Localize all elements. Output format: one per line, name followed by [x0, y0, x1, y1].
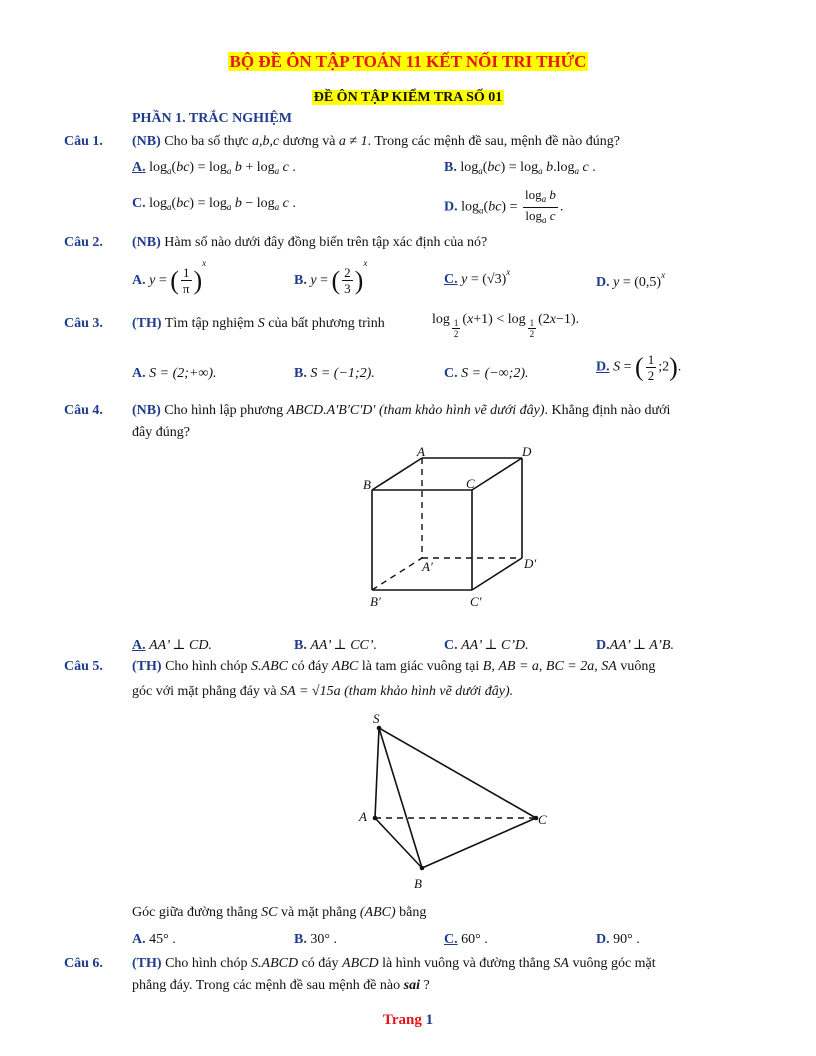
question-3: Câu 3.: [64, 316, 103, 331]
question-6-stem: (TH) Cho hình chóp S.ABCD có đáy ABCD là hình vuông và đường thẳng SA vuông góc mặt: [132, 956, 656, 971]
question-6: Câu 6.: [64, 956, 103, 971]
pyramid-label-s: S: [373, 711, 380, 726]
cube-label-c: C: [466, 476, 475, 491]
question-1-option-c[interactable]: C. $\log_a(bc) = \log_a b - \log_a c$ .: [132, 196, 296, 212]
pyramid-label-a: A: [359, 809, 367, 824]
question-1-option-b[interactable]: B. $\log_a(bc) = \log_a b.\log_a$ c .: [444, 160, 596, 176]
question-label: Câu 1.: [64, 134, 103, 149]
question-4-stem-end: đây đúng?: [132, 425, 190, 440]
question-3-option-a[interactable]: A. S = (2;+∞).: [132, 366, 217, 381]
question-5-option-a[interactable]: A. 45° .: [132, 932, 176, 947]
question-3-option-d[interactable]: D. S = ( $\frac{1}{2}$ ;2).: [596, 352, 682, 383]
question-1-option-d[interactable]: D. $\log_a(bc)$ = $\frac{\log_a b}{\log_a c}$ .: [444, 187, 564, 225]
question-5-ask: Góc giữa đường thẳng SC và mặt phẳng (ABC) bằng: [132, 905, 427, 920]
pyramid-figure: [350, 706, 570, 894]
question-3-stem: (TH) Tìm tập nghiệm S của bất phương trình: [132, 316, 385, 331]
section-heading: PHẦN 1. TRẮC NGHIỆM: [132, 111, 292, 126]
cube-label-d: D: [522, 444, 532, 459]
question-6-stem-line2: phẳng đáy. Trong các mệnh đề sau mệnh đề nào sai ?: [132, 978, 430, 993]
cube-label-b: B: [363, 477, 371, 492]
exam-subtitle: ĐỀ ÔN TẬP KIỂM TRA SỐ 01: [313, 90, 503, 105]
question-4: Câu 4.: [64, 403, 103, 418]
pyramid-label-c: C: [538, 812, 547, 827]
cube-label-a1: A′: [422, 559, 433, 574]
document-title: BỘ ĐỀ ÔN TẬP TOÁN 11 KẾT NỐI TRI THỨC: [229, 52, 587, 71]
question-5: Câu 5.: [64, 659, 103, 674]
question-3-inequality: log $\frac{1}{2}$ (x+1) < log $\frac{1}{2}$ (2x−1).: [432, 312, 580, 339]
question-2-option-a[interactable]: A. y = ( $\frac{1}{\pi}$ )$^x$: [132, 258, 207, 297]
question-2: Câu 2.: [64, 235, 103, 250]
cube-label-a: A: [417, 444, 425, 459]
question-1-option-a[interactable]: A. $\log_a(bc) = \log_a b + \log_a c$ .: [132, 160, 296, 176]
question-5-option-b[interactable]: B. 30° .: [294, 932, 337, 947]
page-footer: Trang 1: [382, 1012, 434, 1028]
question-3-option-c[interactable]: C. S = (−∞;2).: [444, 366, 529, 381]
question-2-option-c[interactable]: C. $y = (√3)^x$: [444, 267, 511, 287]
cube-label-d1: D′: [524, 556, 537, 571]
question-5-stem: (TH) Cho hình chóp S.ABC có đáy ABC là tam giác vuông tại B, AB = a, BC = 2a, SA vuông: [132, 659, 656, 674]
cube-figure: [360, 444, 550, 612]
pyramid-label-b: B: [414, 876, 422, 891]
question-1: [64, 131, 103, 153]
question-4-option-b[interactable]: B. AA’ ⊥ CC’.: [294, 638, 378, 653]
cube-label-c1: C′: [470, 594, 482, 609]
question-1-stem: (NB) Cho ba số thực a,b,c dương và a ≠ 1. Trong các mệnh đề sau, mệnh đề nào đúng?: [132, 134, 620, 149]
question-2-option-d[interactable]: D. $y = (0,5)^x$: [596, 270, 666, 290]
question-4-option-d[interactable]: D.AA’ ⊥ A’B.: [596, 638, 674, 653]
question-4-stem: (NB) Cho hình lập phương ABCD.A′B′C′D′ (tham khảo hình vẽ dưới đây). Khẳng định nào dưới: [132, 403, 671, 418]
question-4-option-c[interactable]: C. AA’ ⊥ C’D.: [444, 638, 529, 653]
question-5-option-c[interactable]: C. 60° .: [444, 932, 488, 947]
question-4-option-a[interactable]: A. AA’ ⊥ CD.: [132, 638, 212, 653]
question-2-option-b[interactable]: B. y = ( $\frac{2}{3}$ )$^x$: [294, 258, 368, 297]
question-3-option-b[interactable]: B. S = (−1;2).: [294, 366, 375, 381]
cube-label-b1: B′: [370, 594, 381, 609]
question-5-stem-line2: góc với mặt phẳng đáy và SA = √15a (tham khảo hình vẽ dưới đây).: [132, 684, 514, 699]
question-5-option-d[interactable]: D. 90° .: [596, 932, 640, 947]
question-2-stem: (NB) Hàm số nào dưới đây đồng biến trên tập xác định của nó?: [132, 235, 488, 250]
